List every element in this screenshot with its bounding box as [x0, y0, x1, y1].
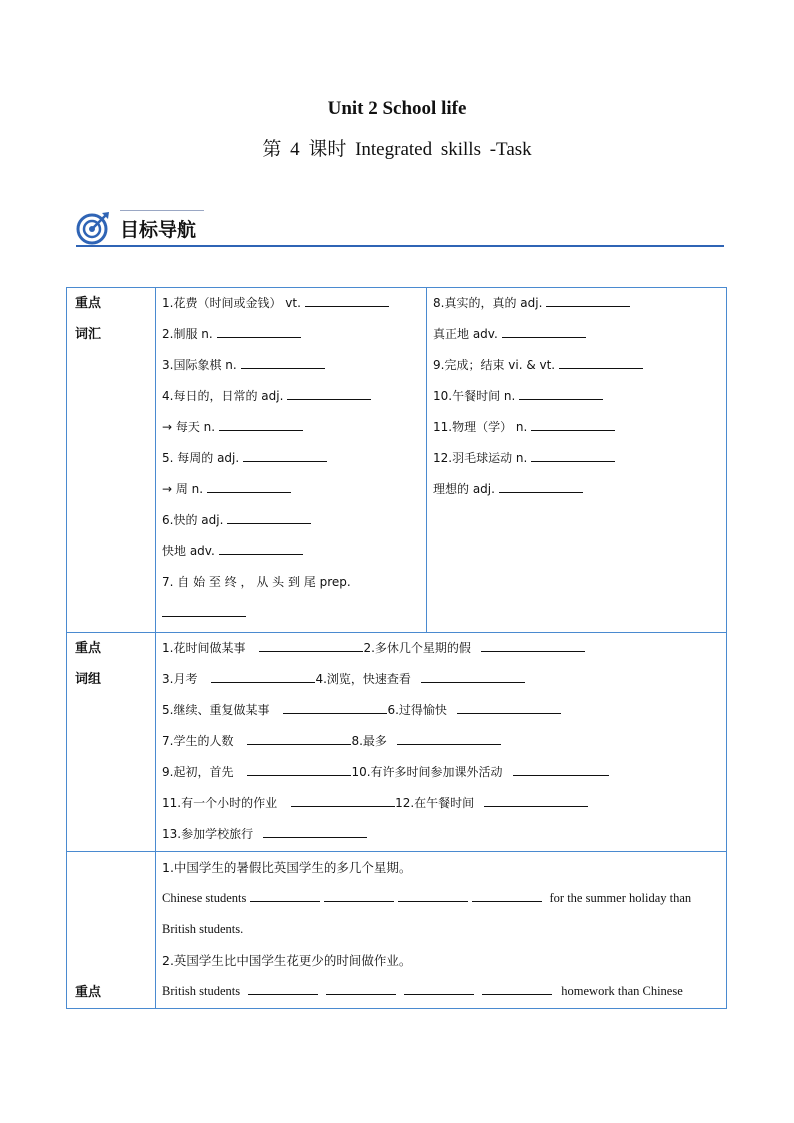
vocab-item: 1.花费（时间或金钱） vt. — [156, 288, 426, 319]
sentences-head-line1: 重点 — [75, 985, 102, 1000]
answer-blank[interactable] — [421, 664, 525, 683]
vocab-left-cell — [156, 288, 427, 633]
answer-blank[interactable] — [482, 976, 552, 995]
answer-blank[interactable] — [227, 505, 311, 524]
vocab-item: 9.完成；结束 vi. & vt. — [427, 350, 726, 381]
answer-blank[interactable] — [472, 883, 542, 902]
answer-blank[interactable] — [259, 633, 363, 652]
phrases-head — [67, 633, 156, 852]
answer-blank[interactable] — [248, 976, 318, 995]
phrase-item: 4.浏览，快速查看 — [315, 672, 411, 686]
answer-blank[interactable] — [305, 288, 389, 307]
vocab-item: 11.物理（学） n. — [427, 412, 726, 443]
phrase-item: 7.学生的人数 — [162, 734, 234, 748]
phrase-item: 6.过得愉快 — [387, 703, 447, 717]
answer-blank[interactable] — [247, 757, 351, 776]
header-top-line — [120, 210, 204, 211]
answer-blank[interactable] — [219, 412, 303, 431]
section-header — [76, 207, 724, 249]
vocab-head-line2: 词汇 — [75, 327, 102, 342]
vocab-item: 快地 adv. — [156, 536, 426, 567]
answer-blank[interactable] — [211, 664, 315, 683]
section-rule — [76, 245, 724, 247]
target-icon — [76, 211, 110, 245]
phrase-item: 11.有一个小时的作业 — [162, 796, 278, 810]
answer-blank[interactable] — [283, 695, 387, 714]
answer-blank[interactable] — [531, 412, 615, 431]
phrases-head-line2: 词组 — [75, 672, 102, 687]
phrase-item: 10.有许多时间参加课外活动 — [351, 765, 503, 779]
answer-blank[interactable] — [457, 695, 561, 714]
phrase-line — [156, 819, 726, 850]
vocab-item-blank — [156, 598, 426, 629]
vocab-item: 10.午餐时间 n. — [427, 381, 726, 412]
vocab-item: 理想的 adj. — [427, 474, 726, 505]
phrases-row — [67, 633, 727, 852]
vocab-item: 5. 每周的 adj. — [156, 443, 426, 474]
sentence-english: Chinese students for the summer holiday than — [156, 883, 726, 914]
answer-blank[interactable] — [397, 726, 501, 745]
answer-blank[interactable] — [404, 976, 474, 995]
vocab-item: 7. 自 始 至 终 ， 从 头 到 尾 prep. — [162, 575, 351, 589]
vocab-row — [67, 288, 727, 633]
answer-blank[interactable] — [481, 633, 585, 652]
answer-blank[interactable] — [398, 883, 468, 902]
answer-blank[interactable] — [513, 757, 609, 776]
phrase-item: 9.起初，首先 — [162, 765, 234, 779]
phrase-item: 1.花时间做某事 — [162, 641, 246, 655]
vocab-item: 6.快的 adj. — [156, 505, 426, 536]
sentence-english: British students homework than Chinese — [156, 976, 726, 1007]
phrase-line — [156, 633, 726, 664]
answer-blank[interactable] — [241, 350, 325, 369]
vocab-item: → 每天 n. — [156, 412, 426, 443]
answer-blank[interactable] — [162, 598, 246, 617]
sentences-cell — [156, 852, 727, 1009]
worksheet-table — [66, 287, 727, 1009]
answer-blank[interactable] — [263, 819, 367, 838]
answer-blank[interactable] — [559, 350, 643, 369]
lesson-subtitle: 第 4 课时 Integrated skills -Task — [262, 139, 532, 160]
answer-blank[interactable] — [484, 788, 588, 807]
phrases-cell — [156, 633, 727, 852]
vocab-item: 12.羽毛球运动 n. — [427, 443, 726, 474]
answer-blank[interactable] — [519, 381, 603, 400]
answer-blank[interactable] — [250, 883, 320, 902]
phrase-item: 2.多休几个星期的假 — [363, 641, 471, 655]
vocab-item: 4.每日的，日常的 adj. — [156, 381, 426, 412]
answer-blank[interactable] — [531, 443, 615, 462]
phrase-item: 8.最多 — [351, 734, 387, 748]
phrases-head-line1: 重点 — [75, 641, 102, 656]
answer-blank[interactable] — [247, 726, 351, 745]
vocab-right-cell — [427, 288, 727, 633]
answer-blank[interactable] — [326, 976, 396, 995]
vocab-item: 8.真实的，真的 adj. — [427, 288, 726, 319]
sentence-chinese: 1.中国学生的暑假比英国学生的多几个星期。 — [162, 860, 412, 875]
vocab-head — [67, 288, 156, 633]
answer-blank[interactable] — [243, 443, 327, 462]
phrase-item: 12.在午餐时间 — [395, 796, 475, 810]
phrase-item: 3.月考 — [162, 672, 198, 686]
answer-blank[interactable] — [324, 883, 394, 902]
vocab-item: → 周 n. — [156, 474, 426, 505]
vocab-item: 真正地 adv. — [427, 319, 726, 350]
sentences-head — [67, 852, 156, 1009]
phrase-item: 13.参加学校旅行 — [162, 827, 254, 841]
answer-blank[interactable] — [546, 288, 630, 307]
answer-blank[interactable] — [502, 319, 586, 338]
phrase-line — [156, 726, 726, 757]
vocab-head-line1: 重点 — [75, 296, 102, 311]
phrase-item: 5.继续、重复做某事 — [162, 703, 270, 717]
phrase-line — [156, 757, 726, 788]
vocab-item: 2.制服 n. — [156, 319, 426, 350]
sentence-english-cont: British students. — [162, 922, 244, 936]
answer-blank[interactable] — [219, 536, 303, 555]
answer-blank[interactable] — [287, 381, 371, 400]
sentences-row — [67, 852, 727, 1009]
phrase-line — [156, 664, 726, 695]
answer-blank[interactable] — [499, 474, 583, 493]
answer-blank[interactable] — [291, 788, 395, 807]
phrase-line — [156, 695, 726, 726]
page-title: Unit 2 School life — [327, 98, 467, 119]
sentence-chinese: 2.英国学生比中国学生花更少的时间做作业。 — [162, 953, 412, 968]
answer-blank[interactable] — [207, 474, 291, 493]
phrase-line — [156, 788, 726, 819]
answer-blank[interactable] — [217, 319, 301, 338]
vocab-item: 3.国际象棋 n. — [156, 350, 426, 381]
section-label: 目标导航 — [120, 219, 197, 241]
